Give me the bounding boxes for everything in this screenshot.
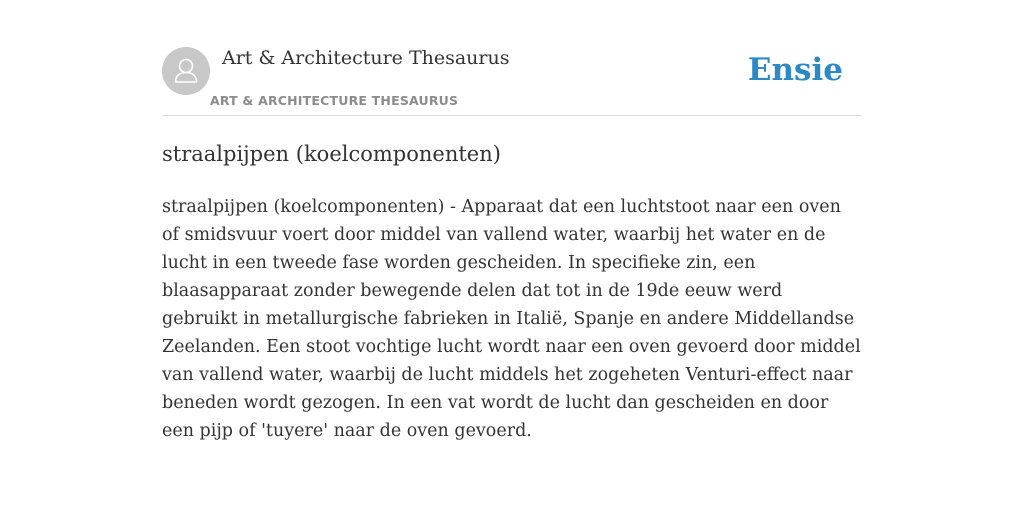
brand-logo[interactable]: Ensie [747,52,843,88]
user-avatar-graphic [162,47,210,95]
author-name[interactable]: Art & Architecture Thesaurus [222,47,510,69]
entry-title: straalpijpen (koelcomponenten) [162,142,501,166]
user-icon[interactable] [162,47,210,95]
entry-definition: straalpijpen (koelcomponenten) - Apparaat dat een luchtstoot naar een oven of smidsvuur voert door middel van vallend water, waarbij het water en de lucht in een tweede fase worden gescheiden. In specifieke zin, een blaasapparaat zonder bewegende delen dat tot in de 19de eeuw werd gebruikt in metallurgische fabrieken in Italië, Spanje en andere Middellandse Zeelanden. Een stoot vochtige lucht wordt naar een oven gevoerd door middel van vallend water, waarbij de lucht middels het zogeheten Venturi-effect naar beneden wordt gezogen. In een vat wordt de lucht dan gescheiden en door een pijp of 'tuyere' naar de oven gevoerd. [162,197,861,441]
author-subtitle[interactable]: ART & ARCHITECTURE THESAURUS [210,93,459,108]
entry-header [162,46,862,116]
